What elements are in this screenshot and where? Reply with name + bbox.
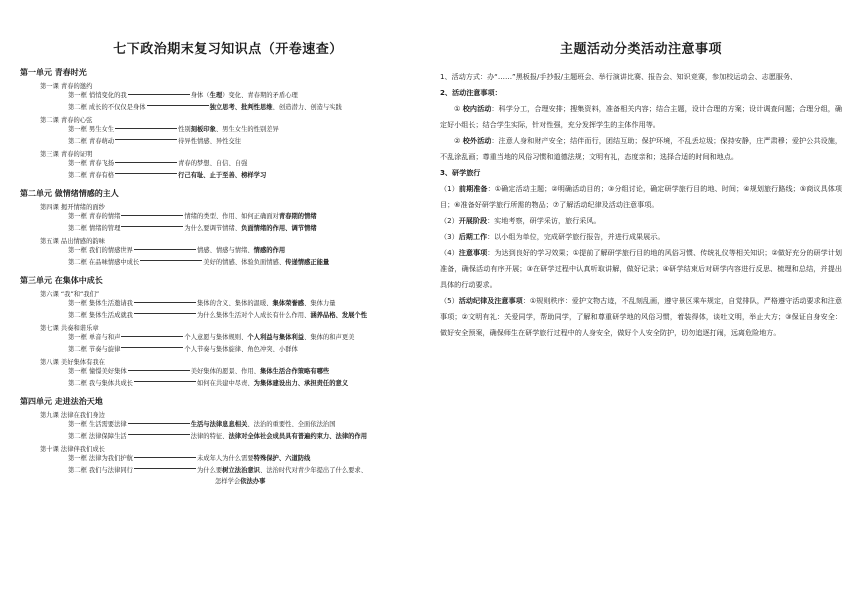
unit-title: 第一单元 青春时光 xyxy=(20,68,87,77)
frame-name: 第二框 法律保障生活 xyxy=(68,432,127,440)
text-segment: ：注意人身和财产安全；结伴而行，团结互助；保护环境，不乱丢垃圾；保持安静，庄严肃穆；爱护公共设施，不乱涂乱画；尊重当地的风俗习惯和道德法规；文明有礼，态度亲和；选择合适的时间和地点。 xyxy=(440,136,843,161)
leader-line xyxy=(115,128,177,129)
paragraph xyxy=(440,165,842,181)
bold-text: 涵养品格、发展个性 xyxy=(310,311,367,319)
frame-name: 第二框 节奏与旋律 xyxy=(68,345,121,353)
leader-line xyxy=(128,423,190,424)
frame-name: 第二框 青春萌动 xyxy=(68,137,115,145)
paragraph xyxy=(440,213,842,229)
frame-detail xyxy=(215,477,265,488)
frame-row xyxy=(68,432,428,443)
bold-text: 2、活动注意事项： xyxy=(440,88,502,97)
bold-text: 青春期的情绪 xyxy=(278,213,317,220)
frame-name: 第一框 单音与和声 xyxy=(68,334,121,341)
leader-line xyxy=(134,381,196,382)
frame-name: 第一框 男生女生 xyxy=(68,126,115,133)
frame-detail xyxy=(197,300,336,307)
text-segment: 美好的情感、体验负面情感、 xyxy=(203,258,286,266)
frame-detail xyxy=(197,467,367,474)
frame-name: 第一框 悄悄变化的我 xyxy=(68,92,127,99)
frame-name: 第二框 我们与法律同行 xyxy=(68,466,133,474)
text-segment: （3） xyxy=(440,232,459,241)
bold-text: 后期工作 xyxy=(458,232,488,241)
leader-line xyxy=(121,347,183,348)
leader-line xyxy=(128,94,190,95)
bold-text: 刻板印象 xyxy=(190,126,216,133)
frame-row xyxy=(68,91,428,102)
paragraph xyxy=(440,133,842,165)
frame-detail xyxy=(184,346,297,353)
frame-name: 第一框 我们的情感世界 xyxy=(68,247,133,254)
paragraph xyxy=(440,245,842,293)
text-segment: 、法治的重要性、全面依法治国 xyxy=(247,421,336,428)
left-title: 七下政治期末复习知识点（开卷速查） xyxy=(113,42,343,57)
bold-text: 情感的作用 xyxy=(253,247,286,254)
lesson-title: 第五课 品出情感的韵味 xyxy=(40,238,105,245)
frame-name: 第二框 青春有格 xyxy=(68,171,115,179)
unit-title: 第三单元 在集体中成长 xyxy=(20,276,103,285)
text-segment: 情感、情感与情绪、 xyxy=(196,247,254,254)
text-segment: 、创造潜力、创造与实践 xyxy=(272,103,342,111)
frame-detail xyxy=(191,421,336,428)
text-segment: 、集体的和声更美 xyxy=(304,334,355,341)
paragraph-list xyxy=(440,69,842,341)
bold-text: 行己有耻、止于至善、榜样学习 xyxy=(178,171,267,179)
lesson-title: 第十课 法律伴我们成长 xyxy=(40,446,105,453)
frame-row xyxy=(68,246,428,257)
frame-row xyxy=(68,379,428,390)
leader-line xyxy=(115,173,177,174)
text-segment: （5） xyxy=(440,296,459,305)
frame-row xyxy=(68,224,428,235)
paragraph xyxy=(440,101,842,133)
frame-row xyxy=(68,333,428,344)
text-segment: 未成年人为什么需要 xyxy=(196,455,254,462)
leader-line xyxy=(128,434,190,435)
text-segment: ：科学分工，合理安排；搜集资料，准备相关内容；结合主题，设计合理的方案；设计调查问题；合理分组，确定好小组长；结合学生实际，针对性强，充分发挥学生的主体作用等。 xyxy=(440,104,843,129)
frame-name: 第二框 成长的不仅仅是身体 xyxy=(68,103,146,111)
frame-detail xyxy=(191,92,298,99)
leader-line xyxy=(115,139,177,140)
bold-text: 生活与法律息息相关 xyxy=(190,421,248,428)
bold-text: 注意事项 xyxy=(458,248,488,257)
frame-name: 第二框 在品味情感中成长 xyxy=(68,258,140,266)
frame-detail xyxy=(178,138,241,145)
frame-detail xyxy=(178,126,279,133)
frame-detail xyxy=(191,368,330,375)
frame-detail xyxy=(191,433,367,440)
text-segment: ：①确定活动主题；②明确活动目的；③分组讨论，确定研学旅行目的地、时间；④规划旅行路线；⑤商议具体项目；⑥准备好研学旅行所需的物品；⑦了解活动纪律及活动注意事项。 xyxy=(440,184,843,209)
leader-line xyxy=(121,226,183,227)
lesson-title: 第一课 青春的邀约 xyxy=(40,83,93,90)
leader-line xyxy=(128,370,190,371)
leader-line xyxy=(121,215,183,216)
text-segment: ）变化、青春期的矛盾心理 xyxy=(222,92,298,99)
frame-row xyxy=(68,125,428,136)
paragraph xyxy=(440,69,842,85)
bold-text: 依法办事 xyxy=(240,478,266,485)
frame-row xyxy=(68,258,428,269)
frame-row xyxy=(68,171,428,182)
frame-row-continued xyxy=(68,477,428,488)
leader-line xyxy=(134,313,196,314)
unit-title: 第二单元 做情绪情感的主人 xyxy=(20,189,119,198)
frame-detail xyxy=(178,160,247,167)
frame-row xyxy=(68,367,428,378)
leader-line xyxy=(134,249,196,250)
left-column xyxy=(18,0,428,489)
text-segment: 为什么集体生活对个人成长有什么作用、 xyxy=(196,311,311,319)
text-segment: 个人意愿与集体规则、 xyxy=(184,334,248,341)
text-segment: ① xyxy=(454,104,463,113)
text-segment: 、法治时代对青少年提出了什么要求、 xyxy=(259,466,367,474)
text-segment: 为什么要 xyxy=(196,466,223,474)
right-title: 主题活动分类活动注意事项 xyxy=(559,42,722,57)
frame-name: 第一框 法律为我们护航 xyxy=(68,455,133,462)
bold-text: 负面情绪的作用、调节情绪 xyxy=(241,224,317,232)
text-segment: 情绪的类型、作用、如何正确面对 xyxy=(184,213,279,220)
text-segment: 、集体力量 xyxy=(304,300,336,307)
text-segment: 个人节奏与集体旋律、角色冲突、小群体 xyxy=(184,345,298,353)
frame-name: 第一框 憧憬美好集体 xyxy=(68,368,127,375)
lesson-title: 第九课 法律在我们身边 xyxy=(40,412,105,419)
text-segment: （2） xyxy=(440,216,459,225)
text-segment: 如何在共建中尽责、 xyxy=(196,379,254,387)
text-segment: 1、活动方式：办“……”黑板报/手抄报/主题班会、举行演讲比赛、报告会、知识竞赛，参加校运动会、志愿服务、 xyxy=(440,72,798,81)
bold-text: 传递情感正能量 xyxy=(285,258,330,266)
bold-text: 集体生活合作策略有哪些 xyxy=(259,368,330,375)
frame-row xyxy=(68,466,428,477)
text-segment: 青春的梦想、自信、自强 xyxy=(178,160,248,167)
text-segment: ② xyxy=(454,136,463,145)
text-segment: 、男生女生的性别差异 xyxy=(215,126,279,133)
lesson-title: 第八课 美好集体有我在 xyxy=(40,359,105,366)
text-segment: ：①规则秩序：爱护文物古迹，不乱刻乱画，遵守景区乘车规定，自觉排队，严格遵守活动要求和注意事项；②文明有礼：关爱同学，帮助同学，了解和尊重研学地的风俗习惯，着装得体，谈吐文明，举止大方；③保证自身安全：做好安全预案，确保师生在研学旅行过程中的人身安全，做好个人安全防护，切勿追逐打闹，远离危险地方。 xyxy=(440,296,843,337)
paragraph xyxy=(440,181,842,213)
paragraph xyxy=(440,229,842,245)
frame-row xyxy=(68,103,428,114)
frame-detail xyxy=(184,225,316,232)
text-segment: 身体（ xyxy=(190,92,210,99)
text-segment: 美好集体的愿景、作用、 xyxy=(190,368,260,375)
bold-text: 3、研学旅行 xyxy=(440,168,481,177)
frame-detail xyxy=(178,172,266,179)
right-column xyxy=(440,0,842,341)
frame-row xyxy=(68,311,428,322)
frame-detail xyxy=(197,312,367,319)
bold-text: 独立思考、批判性思维 xyxy=(209,103,273,111)
frame-row xyxy=(68,212,428,223)
frame-detail xyxy=(197,455,310,462)
frame-detail xyxy=(197,380,348,387)
unit-list xyxy=(18,67,428,488)
frame-detail xyxy=(203,259,329,266)
frame-row xyxy=(68,137,428,148)
frame-row xyxy=(68,420,428,431)
leader-line xyxy=(140,260,202,261)
lesson-title: 第四课 揭开情绪的面纱 xyxy=(40,204,105,211)
frame-detail xyxy=(197,247,285,254)
bold-text: 前期准备 xyxy=(458,184,488,193)
frame-row xyxy=(68,345,428,356)
frame-name: 第一框 集体生活邀请我 xyxy=(68,300,133,307)
leader-line xyxy=(134,457,196,458)
text-segment: ：为达到良好的学习效果；①提前了解研学旅行目的地的风俗习惯、传统礼仪等相关知识；②做好充分的研学计划准备，确保活动有序开展；③在研学过程中认真听取讲解，做好记录；④研学结束后对研学内容进行反思、梳理和总结，并提出具体的行动要求。 xyxy=(440,248,843,289)
frame-name: 第一框 生活需要法律 xyxy=(68,421,127,428)
bold-text: 校内活动 xyxy=(462,104,492,113)
text-segment: 法律的特征、 xyxy=(190,432,229,440)
paragraph xyxy=(440,293,842,341)
bold-text: 活动纪律及注意事项 xyxy=(458,296,523,305)
text-segment: ：实地考察，研学采访，旅行采风。 xyxy=(487,216,601,225)
bold-text: 个人利益与集体利益 xyxy=(247,334,305,341)
frame-name: 第二框 集体生活成就我 xyxy=(68,311,133,319)
lesson-title: 第七课 共奏和谐乐章 xyxy=(40,325,99,332)
text-segment: 集体的含义、集体的温暖、 xyxy=(196,300,273,307)
text-segment: 性别 xyxy=(178,126,191,133)
frame-row xyxy=(68,454,428,465)
leader-line xyxy=(147,105,209,106)
frame-name: 第二框 我与集体共成长 xyxy=(68,379,133,387)
frame-detail xyxy=(184,213,316,220)
bold-text: 特殊保护、六道防线 xyxy=(253,455,311,462)
leader-line xyxy=(134,302,196,303)
frame-row xyxy=(68,159,428,170)
frame-detail xyxy=(184,334,354,341)
lesson-title: 第三课 青春的证明 xyxy=(40,151,93,158)
bold-text: 集体荣誉感 xyxy=(272,300,305,307)
frame-name: 第一框 青春的情绪 xyxy=(68,213,121,220)
unit-title: 第四单元 走进法治天地 xyxy=(20,397,103,406)
text-segment: 待异性情感、异性交往 xyxy=(178,137,242,145)
leader-line xyxy=(134,468,196,469)
text-segment: 怎样学会 xyxy=(215,478,241,485)
lesson-title: 第二课 青春的心弦 xyxy=(40,117,93,124)
text-segment: 为什么要调节情绪、 xyxy=(184,224,242,232)
frame-detail xyxy=(210,104,342,111)
text-segment: ：以小组为单位，完成研学旅行报告，并进行成果展示。 xyxy=(487,232,665,241)
text-segment: （4） xyxy=(440,248,459,257)
bold-text: 校外活动 xyxy=(462,136,492,145)
bold-text: 法律对全体社会成员具有普遍约束力、法律的作用 xyxy=(228,432,367,440)
frame-row xyxy=(68,299,428,310)
frame-name: 第二框 情绪的管理 xyxy=(68,224,121,232)
bold-text: 生理 xyxy=(209,92,223,99)
leader-line xyxy=(115,162,177,163)
lesson-title: 第六课 “我”和“我们” xyxy=(40,291,100,298)
frame-name: 第一框 青春飞扬 xyxy=(68,160,115,167)
paragraph xyxy=(440,85,842,101)
leader-line xyxy=(121,336,183,337)
bold-text: 开展阶段 xyxy=(458,216,488,225)
text-segment: （1） xyxy=(440,184,459,193)
bold-text: 树立法治意识 xyxy=(222,466,260,474)
bold-text: 为集体建设出力、承担责任的意义 xyxy=(253,379,349,387)
